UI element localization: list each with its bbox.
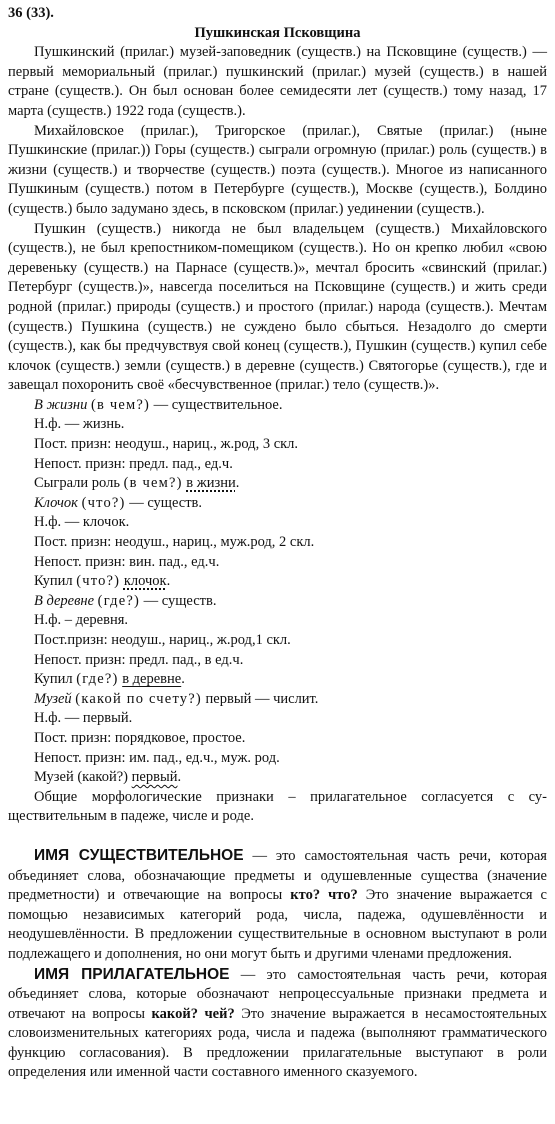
analysis-end: . [177, 769, 182, 786]
task-number: 36 (33). [8, 5, 54, 21]
analysis-line: Н.ф. – деревня. [34, 612, 129, 629]
analysis-pos: — существ. [143, 592, 217, 609]
definition-adjective [8, 965, 547, 1084]
analysis-prefix: Сыграли роль [34, 475, 120, 492]
analysis-line: Н.ф. — клочок. [34, 514, 130, 531]
analysis-prefix: Купил [34, 671, 73, 688]
paragraph-2: Михайловское (прилаг.), Тригорское (прилаг.), Святые (прилаг.) (ныне Пушкинские (прилаг.)) Горы (существ.) сыграли огромную (прилаг.) роль (существ.) в жизни (существ.) и творчестве (существ.) поэта (существ.). Многое из написанного Пушкиным (существ.) потом в Петербурге (существ.), Москве (существ.), Болдино (существ.) было задумано здесь, в псковском (прилаг.) уединении (существ.). [8, 122, 547, 217]
analysis-question: (в чем?) [90, 396, 151, 413]
analysis-question: (в чем?) [123, 475, 183, 492]
analysis-pos: первый — числит. [205, 690, 319, 707]
analysis-line [8, 572, 547, 592]
analysis-pos: — существительное. [153, 396, 283, 413]
spacer [8, 827, 547, 846]
underlined-word: первый [131, 769, 178, 786]
analysis-end: . [235, 475, 240, 492]
paragraph-3: Пушкин (существ.) никогда не был владельцем (существ.) Михайловского (существ.), не был крепостником-помещиком (существ.). Но он крепко любил «свою деревеньку (существ.) на Парнасе (существ.)», мечтал бросить «свинский (прилаг.) Петербург (существ.)», навсегда поселиться на Псковщине (существ.) и жить среди родной (прилаг.) природы (существ.) и простого (прилаг.) народа (существ.). Мечтам (существ.) Пушкина (существ.) не суждено было сбыться. Незадолго до смерти (существ.), как бы предчувствуя свой конец (существ.), Пушкин (существ.) купил себе клочок (существ.) земли (существ.) в деревне (существ.) Святогорье (существ.), где и завещал похоронить своё «бесчувственное (прилаг.) тело (существ.)». [8, 220, 547, 394]
paragraph-1: Пушкинский (прилаг.) музей-заповедник (существ.) на Псковщине (существ.) — первый мемориальный (прилаг.) пушкинский (прилаг.) музей (существ.) в нашей стране (существ.). Он был основан более семидесяти лет (существ.) тому назад, 17 марта (существ.) 1922 года (существ.). [8, 44, 547, 119]
analysis-line [8, 494, 547, 514]
analysis-prefix: Купил [34, 573, 73, 590]
underlined-word: в деревне [122, 671, 182, 688]
text-title: Пушкинская Псковщина [194, 24, 361, 41]
analysis-question: (что?) [81, 494, 126, 511]
analysis-question: (где?) [76, 671, 119, 688]
morphology-analysis [8, 396, 547, 788]
analysis-question: (какой по счету?) [75, 690, 202, 707]
analysis-end: . [181, 671, 185, 688]
analysis-question: (где?) [97, 592, 141, 609]
analysis-line: Непост. призн: предл. пад., ед.ч. [34, 455, 233, 472]
definition-term: ИМЯ ПРИЛАГАТЕЛЬНОЕ [34, 965, 230, 983]
analysis-line [8, 670, 547, 690]
analysis-line [8, 396, 547, 416]
underlined-word: в жизни [186, 475, 236, 492]
conclusion: Общие морфологические признаки – прилагательное согласуется с существительным в падеже, числе и роде. [8, 788, 547, 825]
analysis-end: . [166, 573, 171, 590]
definition-term: ИМЯ СУЩЕСТВИТЕЛЬНОЕ [34, 846, 244, 864]
analysis-line [8, 768, 547, 788]
definition-noun [8, 846, 547, 965]
analysis-line [8, 690, 547, 710]
definition-text: Это значение выражается в несамостоятельных словоизменительных категориях рода, числа и падежа (выполняют грамматического функцию согласования). В предложении прилагательные выступают в роли определения или именной части составного именного сказуемого. [8, 1005, 547, 1081]
underlined-word: клочок [123, 573, 167, 590]
analysis-prefix: Музей [34, 769, 74, 786]
definition-text: — это самостоятельная часть речи, которая объединяет слова, которые обозначают непроцессуальные признаки предмета и отвечают на вопросы [8, 966, 547, 1022]
analysis-pos: — существ. [129, 494, 203, 511]
analysis-line [8, 592, 547, 612]
analysis-line: Непост. призн: предл. пад., в ед.ч. [34, 651, 244, 668]
analysis-line: Пост. призн: неодуш., нариц., муж.род, 2 скл. [34, 534, 315, 551]
analysis-line [8, 474, 547, 494]
definition-questions: какой? чей? [151, 1005, 235, 1022]
analysis-line: Пост. призн: порядковое, простое. [34, 729, 246, 746]
analysis-word: В жизни [34, 396, 88, 413]
definition-text: Это значение выражается с помощью независимых категорий рода, числа, падежа, одушевлённости и неодушевлённости. В предложении существительные в основном выступают в роли подлежащего и дополнения, но они могут быть и другими членами предложения. [8, 887, 547, 962]
analysis-line: Непост. призн: им. пад., ед.ч., муж. род. [34, 749, 280, 766]
definition-text: — это самостоятельная часть речи, которая объединяет слова, обозначающие предметы и одушевленные существа (значение предметности) и отвечающие на вопросы [8, 847, 547, 904]
analysis-question: (что?) [76, 573, 121, 590]
analysis-line: Пост. призн: неодуш., нариц., ж.род, 3 скл. [34, 436, 299, 453]
analysis-line: Н.ф. — первый. [34, 710, 133, 727]
analysis-line: Непост. призн: вин. пад., ед.ч. [34, 553, 220, 570]
analysis-word: В деревне [34, 592, 95, 609]
analysis-line: Пост.призн: неодуш., нариц., ж.род,1 скл. [34, 632, 291, 648]
analysis-word: Музей [34, 690, 72, 707]
analysis-line: Н.ф. — жизнь. [34, 416, 125, 433]
definition-questions: кто? что? [290, 887, 358, 904]
analysis-question: (какой?) [77, 769, 129, 786]
analysis-word: Клочок [34, 494, 78, 511]
